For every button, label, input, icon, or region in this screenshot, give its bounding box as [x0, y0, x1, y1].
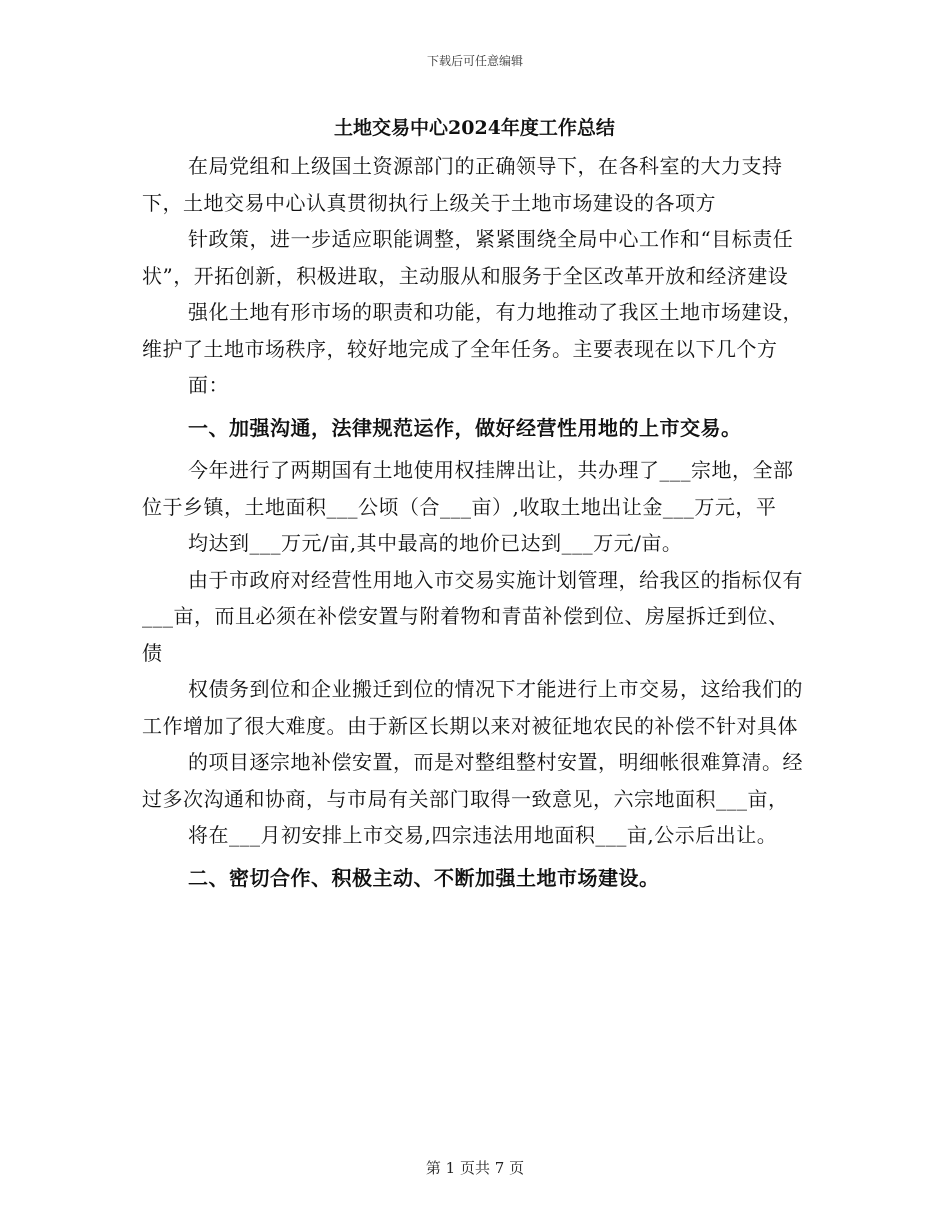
section-heading-1: 一、加强沟通，法律规范运作，做好经营性用地的上市交易。 — [188, 415, 742, 440]
paragraph-5: 今年进行了两期国有土地使用权挂牌出让，共办理了___宗地，全部位于乡镇，土地面积___公顷（合___亩）,收取土地出让金___万元，平 — [142, 458, 794, 519]
paragraph-8: 权债务到位和企业搬迁到位的情况下才能进行上市交易，这给我们的工作增加了很大难度。由于新区长期以来对被征地农民的补偿不针对具体 — [142, 677, 803, 738]
paragraph-7: 由于市政府对经营性用地入市交易实施计划管理，给我区的指标仅有___亩，而且必须在补偿安置与附着物和青苗补偿到位、房屋拆迁到位、债 — [142, 567, 803, 665]
paragraph-3: 强化土地有形市场的职责和功能，有力地推动了我区土地市场建设，维护了土地市场秩序，较好地完成了全年任务。主要表现在以下几个方 — [142, 300, 803, 361]
paragraph-2: 针政策，进一步适应职能调整，紧紧围绕全局中心工作和“目标责任状”，开拓创新，积极进取，主动服从和服务于全区改革开放和经济建设 — [142, 227, 794, 288]
paragraph-6: 均达到___万元/亩,其中最高的地价已达到___万元/亩。 — [188, 531, 683, 555]
page-footer: 第 1 页共 7 页 — [425, 1159, 525, 1177]
paragraph-9: 的项目逐宗地补偿安置，而是对整组整村安置，明细帐很难算清。经过多次沟通和协商，与市局有关部门取得一致意见，六宗地面积___亩， — [142, 750, 803, 811]
paragraph-1: 在局党组和上级国土资源部门的正确领导下，在各科室的大力支持下，土地交易中心认真贯彻执行上级关于土地市场建设的各项方 — [142, 154, 783, 215]
document-title: 土地交易中心2024年度工作总结 — [334, 117, 615, 139]
document-body — [142, 108, 807, 896]
page-header: 下载后可任意编辑 — [426, 54, 523, 68]
section-heading-2: 二、密切合作、积极主动、不断加强土地市场建设。 — [188, 865, 660, 890]
paragraph-4: 面： — [188, 373, 229, 397]
paragraph-10: 将在___月初安排上市交易,四宗违法用地面积___亩,公示后出让。 — [188, 823, 778, 847]
